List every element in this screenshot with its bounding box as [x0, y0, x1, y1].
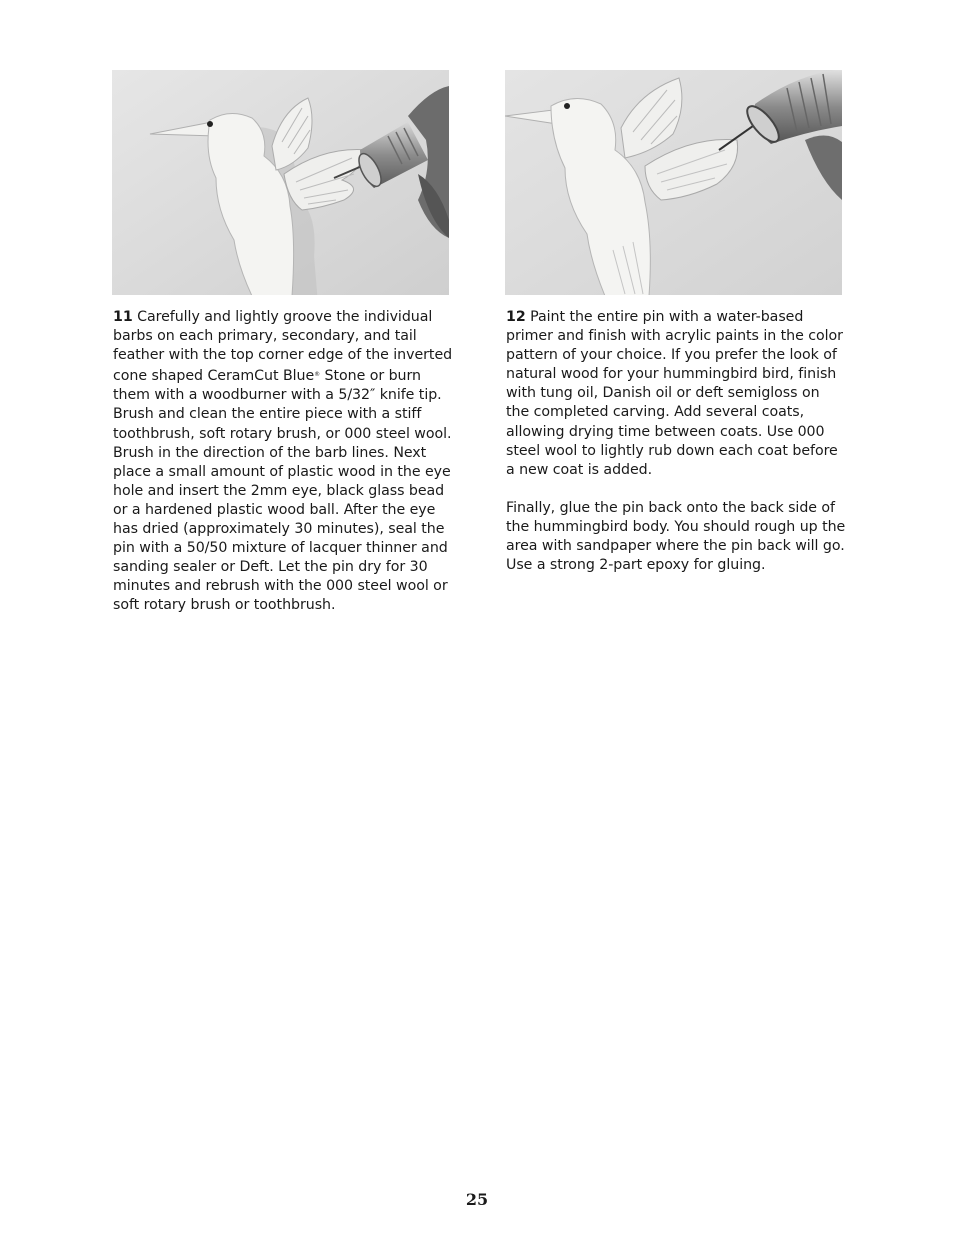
step-11-text-part-2: Stone or burn them with a woodburner with a 5/32″ knife tip. Brush and clean the entire piece with a stiff toothbrush, soft rotary brush, or 000 steel wool. Brush in the direction of the barb lines. Next place a small amount of plastic wood in the eye hole and insert the 2mm eye, black glass bead or a hardened plastic wood ball. After the eye has dried (approximately 30 minutes), seal the pin with a 50/50 mixture of lacquer thinner and sanding sealer or Deft. Let the pin dry for 30 minutes and rebrush with the 000 steel wool or soft rotary brush or toothbrush. — [113, 368, 452, 614]
step-12-instructions — [506, 308, 846, 594]
step-12-photo — [505, 70, 842, 295]
step-11-photo — [112, 70, 449, 295]
step-12-number: 12 — [506, 309, 526, 325]
step-12-paragraph-1 — [506, 308, 846, 480]
step-11-number: 11 — [113, 309, 133, 325]
page-number: 25 — [465, 1190, 489, 1209]
step-12-text: Paint the entire pin with a water-based primer and finish with acrylic paints in the color pattern of your choice. If you prefer the look of natural wood for your hummingbird bird, finish with tung oil, Danish oil or deft semigloss on the completed carving. Add several coats, allowing drying time between coats. Use 000 steel wool to lightly rub down each coat before a new coat is added. — [506, 309, 843, 478]
hummingbird-carving-grooving-image — [112, 70, 449, 295]
registered-trademark-mark: ® — [314, 371, 321, 379]
step-11-instructions — [113, 308, 453, 635]
hummingbird-carving-painting-image — [505, 70, 842, 295]
step-11-paragraph — [113, 308, 453, 616]
step-12-paragraph-2: Finally, glue the pin back onto the back side of the hummingbird body. You should rough up the area with sandpaper where the pin back will go. Use a strong 2-part epoxy for gluing. — [506, 499, 846, 574]
step-11-text-part-1: Carefully and lightly groove the individual barbs on each primary, secondary, and tail feather with the top corner edge of the inverted cone shaped CeramCut Blue — [113, 309, 453, 385]
